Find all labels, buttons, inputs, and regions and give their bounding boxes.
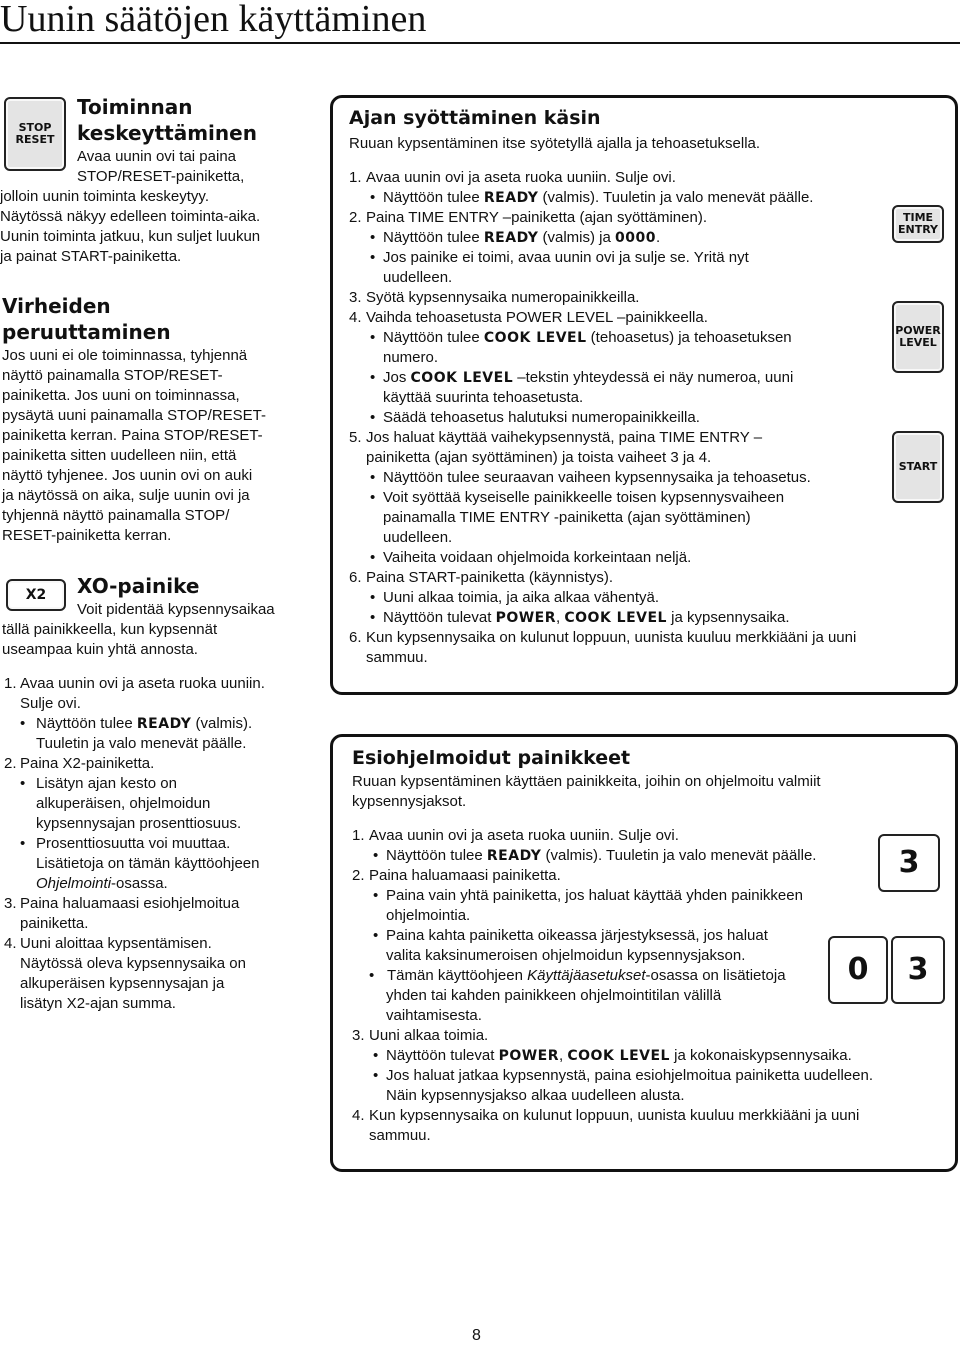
start-button-icon: START <box>892 431 944 503</box>
stop-heading-1: Toiminnan <box>77 95 193 119</box>
step-line: sammuu. <box>366 649 428 666</box>
step-line: • Näyttöön tulevat POWER, COOK LEVEL ja kokonaiskypsennysaika. <box>373 1047 852 1064</box>
step-line: 3. Syötä kypsennysaika numeropainikkeilla. <box>349 289 640 306</box>
step-line: • Jos COOK LEVEL –tekstin yhteydessä ei näy numeroa, uuni <box>370 369 794 386</box>
step-line: ohjelmointia. <box>386 907 471 924</box>
step-line: 4. Kun kypsennysaika on kulunut loppuun, uunista kuuluu merkkiääni ja uuni <box>352 1107 860 1124</box>
number-0-button-icon: 0 <box>828 936 888 1004</box>
step-line: valita kaksinumeroisen ohjelmoidun kypsennysjakson. <box>386 947 746 964</box>
step-line: • Näyttöön tulee seuraavan vaiheen kypsennysaika ja tehoasetus. <box>370 469 811 486</box>
cancel-heading-2: peruuttaminen <box>2 320 171 344</box>
x2-steps: 1. Avaa uunin ovi ja aseta ruoka uuniin. Sulje ovi. • Näyttöön tulee READY (valmis). Tuuletin ja valo menevät päälle. 2. Paina X2-painiketta. • Lisätyn ajan kesto on alkuperäisen, ohjelmoidun kypsennysajan prosenttiosuus. • Prosenttiosuutta voi muuttaa. Lisätietoja on tämän käyttöohjeen Ohjelmointi-osassa. 3. Paina haluamaasi esiohjelmoitua painiketta. 4. Uuni aloittaa kypsentämisen. Näytössä oleva kypsennysaika on alkuperäisen kypsennysajan ja lisätyn X2-ajan summa. <box>4 675 265 1012</box>
step-line: 1. Avaa uunin ovi ja aseta ruoka uuniin. Sulje ovi. <box>352 827 679 844</box>
stop-text: Avaa uunin ovi tai paina STOP/RESET-painiketta, jolloin uunin toiminta keskeytyy. Näytössä näkyy edelleen toiminta-aika. Uunin toiminta jatkuu, kun suljet luukun ja painat START-painiketta. <box>0 148 261 265</box>
step-line: 1. Avaa uunin ovi ja aseta ruoka uuniin. Sulje ovi. <box>349 169 676 186</box>
step-line: • Näyttöön tulee READY (valmis). Tuuletin ja valo menevät päälle. <box>373 847 817 864</box>
step-line: 4. Vaihda tehoasetusta POWER LEVEL –painikkeella. <box>349 309 708 326</box>
step-line: • Jos painike ei toimi, avaa uunin ovi ja sulje se. Yritä nyt <box>370 249 749 266</box>
step-line: • Näyttöön tulee READY (valmis). Tuuletin ja valo menevät päälle. <box>370 189 814 206</box>
step-line: 2. Paina TIME ENTRY –painiketta (ajan syöttäminen). <box>349 209 708 226</box>
step-line: • Paina kahta painiketta oikeassa järjestyksessä, jos haluat <box>373 927 768 944</box>
step-line: • Paina vain yhtä painiketta, jos haluat käyttää yhden painikkeen <box>373 887 803 904</box>
step-line: • Voit syöttää kyseiselle painikkeelle toisen kypsennysvaiheen <box>370 489 785 506</box>
step-line: uudelleen. <box>383 269 453 286</box>
step-line: käyttää suurinta tehoasetusta. <box>383 389 584 406</box>
step-line: numero. <box>383 349 439 366</box>
x2-text: Voit pidentää kypsennysaikaa tällä painikkeella, kun kypsennät useampaa kuin yhtä annosta. <box>2 601 275 658</box>
step-line: • Näyttöön tulevat POWER, COOK LEVEL ja kypsennysaika. <box>370 609 790 626</box>
step-line: yhden tai kahden painikkeen ohjelmointitilan välillä <box>386 987 722 1004</box>
step-line: 6. Paina START-painiketta (käynnistys). <box>349 569 614 586</box>
step-line: sammuu. <box>369 1127 431 1144</box>
preset-subtitle: Ruuan kypsentäminen käyttäen painikkeita, joihin on ohjelmoitu valmiit kypsennysjaksot. <box>352 773 821 810</box>
x2-button-icon: X2 <box>6 579 66 611</box>
step-line: • Tämän käyttöohjeen Käyttäjäasetukset-osassa on lisätietoja <box>369 967 786 984</box>
page-number: 8 <box>472 1327 481 1344</box>
stop-heading-2: keskeyttäminen <box>77 121 257 145</box>
title-rule <box>0 42 960 44</box>
step-line: Näin kypsennysjakso alkaa uudelleen alusta. <box>386 1087 685 1104</box>
manual-subtitle: Ruuan kypsentäminen itse syötetyllä ajalla ja tehoasetuksella. <box>349 135 761 152</box>
step-line: 3. Uuni alkaa toimia. <box>352 1027 489 1044</box>
step-line: 2. Paina haluamaasi painiketta. <box>352 867 561 884</box>
preset-title: Esiohjelmoidut painikkeet <box>352 747 631 769</box>
cancel-heading-1: Virheiden <box>2 294 111 318</box>
step-line: • Säädä tehoasetus halutuksi numeropainikkeilla. <box>370 409 700 426</box>
manual-steps <box>349 168 939 668</box>
time-entry-button-icon: TIME ENTRY <box>892 205 944 243</box>
step-line: • Uuni alkaa toimia, ja aika alkaa vähentyä. <box>370 589 659 606</box>
step-line: painiketta (ajan syöttäminen) ja toista vaiheet 3 ja 4. <box>366 449 712 466</box>
step-line: 6. Kun kypsennysaika on kulunut loppuun, uunista kuuluu merkkiääni ja uuni <box>349 629 857 646</box>
power-level-button-icon: POWER LEVEL <box>892 301 944 373</box>
page-title: Uunin säätöjen käyttäminen <box>0 0 427 40</box>
step-line: • Näyttöön tulee COOK LEVEL (tehoasetus) ja tehoasetuksen <box>370 329 792 346</box>
step-line: 5. Jos haluat käyttää vaihekypsennystä, paina TIME ENTRY – <box>349 429 763 446</box>
x2-heading: XO-painike <box>77 574 200 598</box>
step-line: • Vaiheita voidaan ohjelmoida korkeintaan neljä. <box>370 549 692 566</box>
step-line: • Jos haluat jatkaa kypsennystä, paina esiohjelmoitua painiketta uudelleen. <box>373 1067 873 1084</box>
cancel-text: Jos uuni ei ole toiminnassa, tyhjennä näyttö painamalla STOP/RESET- painiketta. Jos uuni on toiminnassa, pysäytä uuni painamalla STOP/RESET- painiketta kerran. Paina STOP/RESET- painiketta sitten uudelleen niin, että näyttö tyhjenee. Jos uunin ovi on auki ja näytössä on aika, sulje uunin ovi ja tyhjennä näyttö painamalla STOP/ RESET-painiketta kerran. <box>2 347 267 544</box>
number-3b-button-icon: 3 <box>891 936 945 1004</box>
step-line: • Näyttöön tulee READY (valmis) ja 0000. <box>370 229 661 246</box>
number-3-button-icon: 3 <box>878 834 940 892</box>
manual-title: Ajan syöttäminen käsin <box>349 107 601 129</box>
step-line: vaihtamisesta. <box>386 1007 482 1024</box>
step-line: uudelleen. <box>383 529 453 546</box>
step-line: painamalla TIME ENTRY -painiketta (ajan syöttäminen) <box>383 509 751 526</box>
stop-reset-button-icon: STOP RESET <box>4 97 66 171</box>
